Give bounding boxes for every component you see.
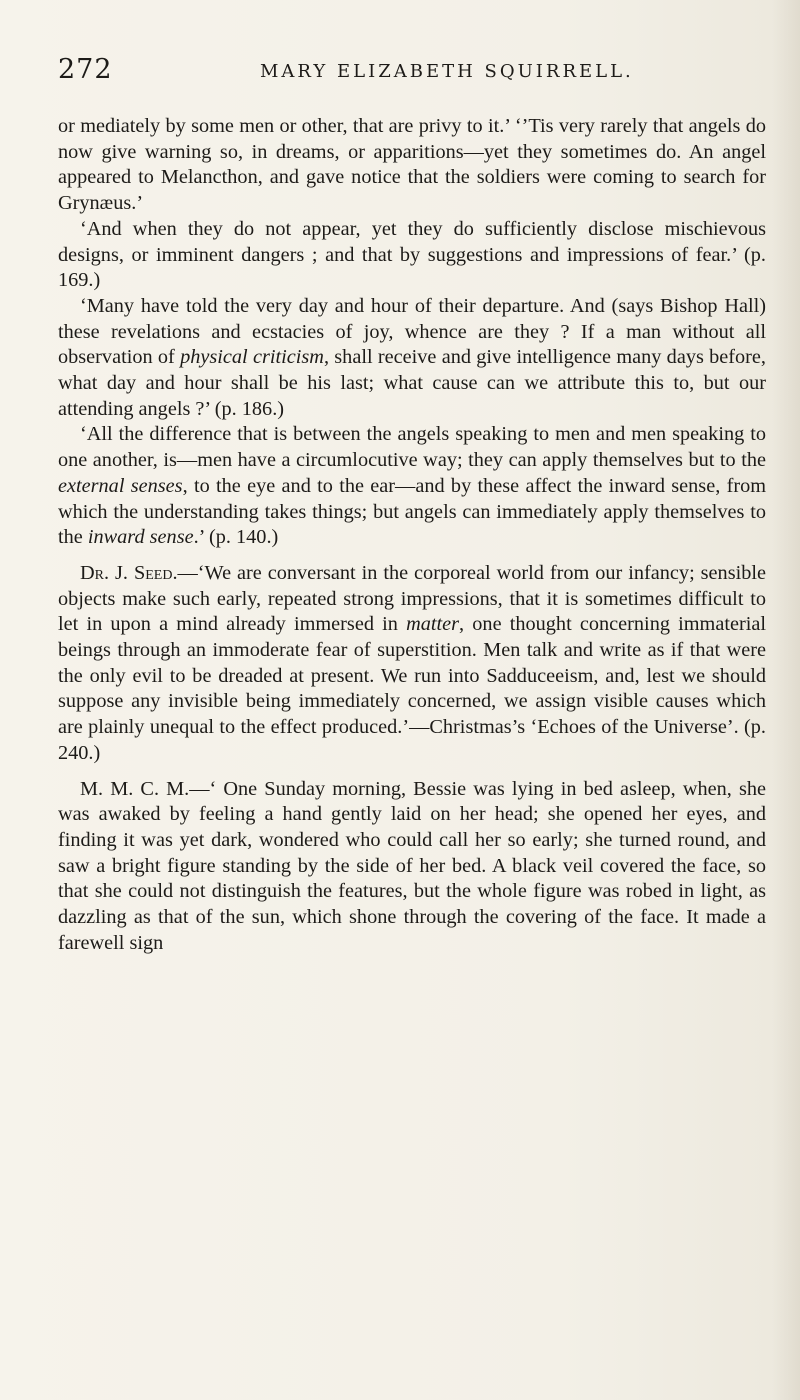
page-edge-shadow bbox=[772, 0, 800, 1400]
body-text bbox=[58, 114, 766, 957]
paragraph-4 bbox=[58, 422, 766, 551]
paragraph-3-italic: physical criticism bbox=[180, 346, 324, 369]
paragraph-4-text-3: .’ (p. 140.) bbox=[193, 526, 279, 549]
paragraph-1-text: or mediately by some men or other, that are privy to it.’ ‘’Tis very rarely that angels do now give warning so, in dreams, or apparitions—yet they sometimes do. An angel appeared to Melancthon, and gave notice that the soldiers were coming to search for Grynæus.’ bbox=[58, 115, 766, 215]
paragraph-2 bbox=[58, 217, 766, 294]
paragraph-3-text-1: ‘Many have told the very day and hour of their departure. And (says Bishop Hall) these revelations and ecstacies of joy, whence are they ? If a man without all observation of bbox=[58, 294, 766, 369]
paragraph-4-italic-1: external senses bbox=[58, 474, 183, 497]
paragraph-5-italic: matter bbox=[406, 613, 460, 636]
paragraph-4-text-2: , to the eye and to the ear—and by these affect the inward sense, from which the understanding takes things; but angels can immediately apply themselves to the bbox=[58, 474, 766, 549]
paragraph-6-text: M. M. C. M.—‘ One Sunday morning, Bessie was lying in bed asleep, when, she was awaked by feeling a hand gently laid on her head; she opened her eyes, and finding it was yet dark, wondered who could call her so early; she turned round, and saw a bright figure standing by the side of her bed. A black veil covered the face, so that she could not distinguish the features, but the whole figure was robed in light, as dazzling as that of the sun, which shone through the covering of the face. It made a farewell sign bbox=[58, 777, 766, 954]
paragraph-1 bbox=[58, 114, 766, 217]
paragraph-3-text-2: , shall receive and give intelligence many days before, what day and hour shall be his last; what cause can we attribute this to, but our attending angels ?’ (p. 186.) bbox=[58, 346, 766, 420]
paragraph-6 bbox=[58, 777, 766, 957]
paragraph-5 bbox=[58, 561, 766, 767]
paragraph-4-text-1: ‘All the difference that is between the angels speaking to men and men speaking to one another, is—men have a circumlocutive way; they can apply themselves but to the bbox=[58, 423, 766, 472]
paragraph-4-italic-2: inward sense bbox=[87, 526, 194, 549]
author-name-seed: Dr. J. Seed bbox=[80, 561, 173, 584]
paragraph-5-text-2: , one thought concerning immaterial beings through an immoderate fear of superstition. Men talk and write as if that were the only evil to be dreaded at present. We run into Sadduceeism, and, lest we should suppose any invisible being immediately concerned, we assign visible causes which are plainly unequal to the effect produced.’—Christmas’s ‘Echoes of the Universe’. (p. 240.) bbox=[58, 613, 766, 764]
paragraph-3 bbox=[58, 294, 766, 423]
paragraph-5-text-1: .—‘We are conversant in the corporeal world from our infancy; sensible objects make such early, repeated strong impressions, that it is sometimes difficult to let in upon a mind already immersed in bbox=[58, 561, 767, 636]
page-header bbox=[58, 54, 772, 94]
running-head: MARY ELIZABETH SQUIRRELL. bbox=[260, 61, 634, 82]
paragraph-2-text: ‘And when they do not appear, yet they do sufficiently disclose mischievous designs, or imminent dangers ; and that by suggestions and impressions of fear.’ (p. 169.) bbox=[58, 217, 766, 292]
page-number: 272 bbox=[58, 54, 113, 85]
